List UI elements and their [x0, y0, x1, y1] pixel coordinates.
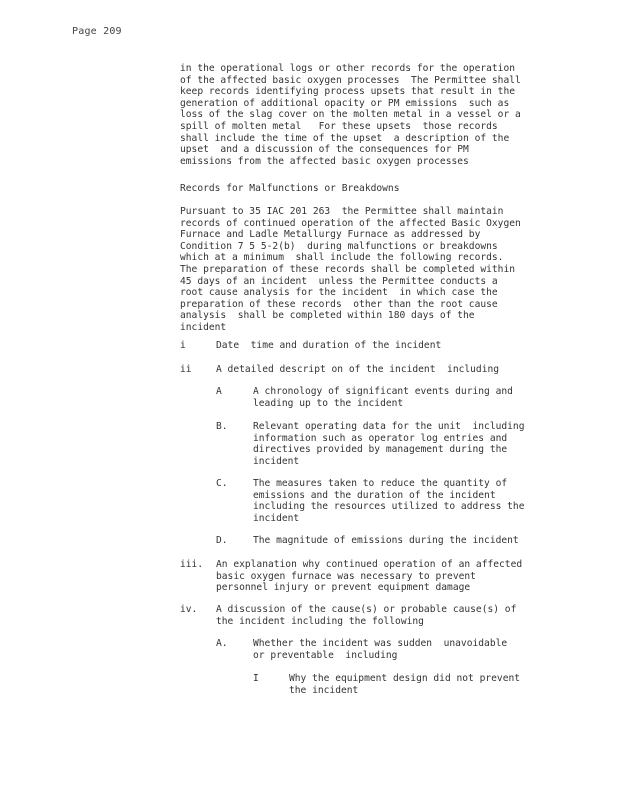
- subitem-d-label: D.: [216, 535, 228, 546]
- item-i-text: Date time and duration of the incident: [216, 340, 442, 351]
- iv-subitem-a-label: A.: [216, 638, 228, 649]
- item-iii-text: An explanation why continued operation of an affected basic oxygen furnace was necessary to prevent personnel injury or prevent equipment damage: [216, 559, 523, 594]
- item-ii-label: ii: [180, 364, 192, 375]
- page-number: Page 209: [72, 26, 122, 37]
- item-ii-text: A detailed descript on of the incident including: [216, 364, 500, 375]
- subitem-a-text: A chronology of significant events during and leading up to the incident: [253, 386, 513, 409]
- section-heading: Records for Malfunctions or Breakdowns: [180, 183, 400, 194]
- item-i-label: i: [180, 340, 186, 351]
- iv-a-1-text: Why the equipment design did not prevent the incident: [289, 673, 521, 696]
- subitem-c-text: The measures taken to reduce the quantity of emissions and the duration of the incident including the resources utilized to address the incident: [253, 478, 525, 524]
- item-iii-label: iii.: [180, 559, 204, 570]
- subitem-a-label: A: [216, 386, 222, 397]
- subitem-c-label: C.: [216, 478, 228, 489]
- iv-subitem-a-text: Whether the incident was sudden unavoidable or preventable including: [253, 638, 508, 661]
- subitem-b-text: Relevant operating data for the unit including information such as operator log entries and directives provided by management during the incident: [253, 421, 525, 467]
- iv-a-1-label: I: [253, 673, 259, 684]
- item-iv-label: iv.: [180, 604, 198, 615]
- subitem-d-text: The magnitude of emissions during the incident: [253, 535, 519, 546]
- item-iv-text: A discussion of the cause(s) or probable cause(s) of the incident including the following: [216, 604, 517, 627]
- pursuant-paragraph: Pursuant to 35 IAC 201 263 the Permittee shall maintain records of continued operation of the affected Basic Oxygen Furnace and Ladle Metallurgy Furnace as addressed by Condition 7 5 5-2(b) during malfunctions or breakdowns which at a minimum shall include the following records. The preparation of these records shall be completed within 45 days of an incident unless the Permittee conducts a root cause analysis for the incident in which case the preparation of these records other than the root cause analysis shall be completed within 180 days of the incident: [180, 206, 521, 333]
- subitem-b-label: B.: [216, 421, 228, 432]
- intro-paragraph: in the operational logs or other records for the operation of the affected basic oxygen processes The Permittee shall keep records identifying process upsets that result in the generation of additional opacity or PM emissions such as loss of the slag cover on the molten metal in a vessel or a spill of molten metal For these upsets those records shall include the time of the upset a description of the upset and a discussion of the consequences for PM emissions from the affected basic oxygen processes: [180, 63, 521, 167]
